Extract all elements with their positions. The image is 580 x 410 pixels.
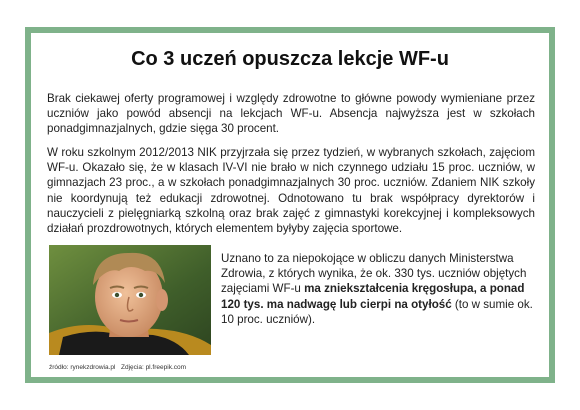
ministry-paragraph: [221, 251, 533, 327]
content-frame: [25, 27, 555, 383]
page-title: Co 3 uczeń opuszcza lekcje WF-u: [131, 48, 449, 70]
boy-photo: [49, 245, 211, 355]
source-caption: źródło: rynekzdrowia.pl: [49, 364, 116, 371]
ministry-text-bold: ma zniekształcenia kręgosłupa, a ponad 120 tys. ma nadwagę lub cierpi na otyłość: [221, 282, 525, 311]
photo-credit-caption: Zdjęcia: pl.freepik.com: [121, 364, 187, 371]
nik-paragraph: W roku szkolnym 2012/2013 NIK przyjrzała się przez tydzień, w wybranych szkołach, zajęciom WF-u. Okazało się, że w klasach IV-VI nie brało w nich czynnego udziału 15 proc. uczniów, w gimnazjach 23 proc., a w szkołach ponadgimnazjalnych 30 proc. uczniów. Zdaniem NIK szkoły nie koordynują też edukacji zdrowotnej. Odnotowano tu brak współpracy dyrektorów i nauczycieli z pielęgniarką szkolną oraz brak zajęć z gimnastyki korekcyjnej i kompleksowych działań prozdrowotnych, których elementem byłyby zajęcia sportowe.: [47, 146, 535, 236]
ministry-text-1: Uznano to za niepokojące w obliczu danych Ministerstwa Zdrowia, z których wynika, że ok. 330 tys. uczniów objętych zajęciami WF-u: [221, 252, 527, 296]
intro-paragraph: Brak ciekawej oferty programowej i względy zdrowotne to główne powody wymieniane przez uczniów jako powód absencji na lekcjach WF-u. Absencja najwyższa jest w szkołach ponadgimnazjalnych, gdzie sięga 30 procent.: [47, 92, 535, 136]
ministry-text-2: (to w sumie ok. 10 proc. uczniów).: [221, 297, 533, 326]
